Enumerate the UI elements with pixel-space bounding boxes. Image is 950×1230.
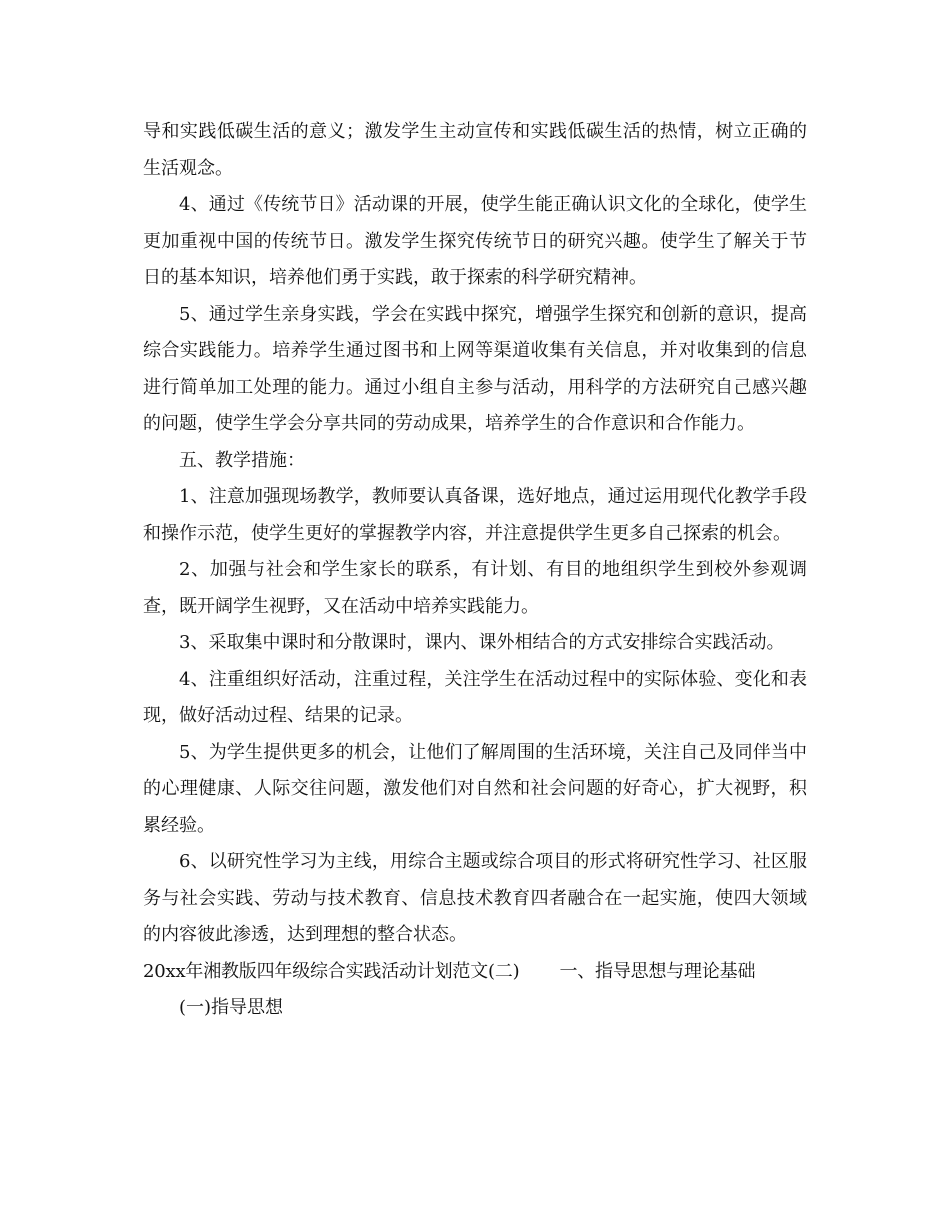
paragraph-low-carbon-continuation: 导和实践低碳生活的意义；激发学生主动宣传和实践低碳生活的热情，树立正确的生活观念。 [143,121,807,179]
paragraph-measure-5: 5、为学生提供更多的机会，让他们了解周围的生活环境，关注自己及同伴当中的心理健康、人际交往问题，激发他们对自然和社会问题的好奇心，扩大视野，积累经验。 [143,741,807,836]
paragraph-measure-1: 1、注意加强现场教学，教师要认真备课，选好地点，通过运用现代化教学手段和操作示范，使学生更好的掌握教学内容，并注意提供学生更多自己探索的机会。 [143,486,807,544]
paragraph-goal-4: 4、通过《传统节日》活动课的开展，使学生能正确认识文化的全球化，使学生更加重视中国的传统节日。激发学生探究传统节日的研究兴趣。使学生了解关于节日的基本知识，培养他们勇于实践，敢于探索的科学研究精神。 [143,194,807,288]
document-title: 20xx年湘教版四年级综合实践活动计划范文(二) [143,960,520,982]
section-heading-teaching-measures: 五、教学措施： [179,449,305,471]
paragraph-measure-4: 4、注重组织好活动，注重过程，关注学生在活动过程中的实际体验、变化和表现，做好活动过程、结果的记录。 [143,668,807,726]
paragraph-goal-5: 5、通过学生亲身实践，学会在实践中探究，增强学生探究和创新的意识，提高综合实践能力。培养学生通过图书和上网等渠道收集有关信息，并对收集到的信息进行简单加工处理的能力。通过小组自主参与活动，用科学的方法研究自己感兴趣的问题，使学生学会分享共同的劳动成果，培养学生的合作意识和合作能力。 [143,303,807,434]
document-title-line [143,954,807,991]
paragraph-measure-6: 6、以研究性学习为主线，用综合主题或综合项目的形式将研究性学习、社区服务与社会实践、劳动与技术教育、信息技术教育四者融合在一起实施，使四大领域的内容彼此渗透，达到理想的整合状态。 [143,851,807,945]
paragraph-measure-2: 2、加强与社会和学生家长的联系，有计划、有目的地组织学生到校外参观调查，既开阔学生视野，又在活动中培养实践能力。 [143,559,807,617]
guiding-thought-heading: 一、指导思想与理论基础 [559,960,756,982]
paragraph-measure-3: 3、采取集中课时和分散课时，课内、课外相结合的方式安排综合实践活动。 [179,632,785,653]
subheading-guiding-thought: (一)指导思想 [179,997,284,1018]
document-body [143,114,807,1027]
